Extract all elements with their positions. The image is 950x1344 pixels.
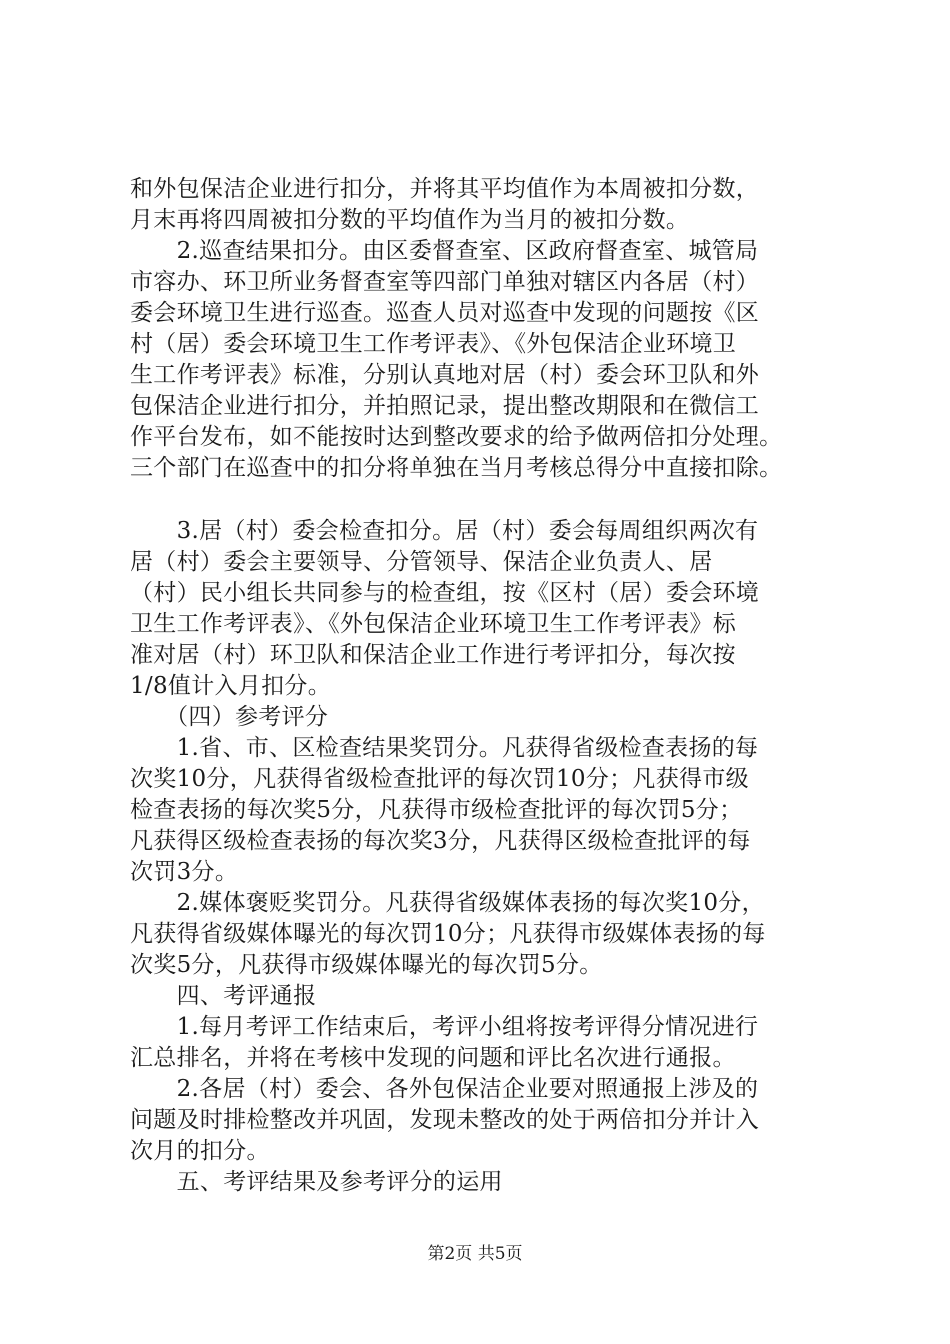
text-line: 包保洁企业进行扣分，并拍照记录，提出整改期限和在微信工 [130, 393, 760, 419]
text-line: 2.各居（村）委会、各外包保洁企业要对照通报上涉及的 [130, 1076, 759, 1102]
text-line: 居（村）委会主要领导、分管领导、保洁企业负责人、居 [130, 549, 713, 575]
text-line: 2.巡查结果扣分。由区委督查室、区政府督查室、城管局 [130, 238, 759, 264]
text-line: 市容办、环卫所业务督查室等四部门单独对辖区内各居（村） [130, 269, 760, 295]
text-line: 凡获得区级检查表扬的每次奖3分，凡获得区级检查批评的每 [130, 828, 751, 854]
section-heading: 四、考评通报 [130, 983, 317, 1009]
text-line: 检查表扬的每次奖5分，凡获得市级检查批评的每次罚5分； [130, 797, 743, 823]
text-line: 凡获得省级媒体曝光的每次罚10分；凡获得市级媒体表扬的每 [130, 921, 766, 947]
paragraph-gap [130, 484, 830, 516]
text-line: 汇总排名，并将在考核中发现的问题和评比名次进行通报。 [130, 1045, 736, 1071]
page-number-footer: 第2页 共5页 [427, 1244, 523, 1264]
text-line: 3.居（村）委会检查扣分。居（村）委会每周组织两次有 [130, 518, 759, 544]
text-line: 生工作考评表》标准，分别认真地对居（村）委会环卫队和外 [130, 362, 760, 388]
section-heading: （四）参考评分 [130, 704, 329, 730]
text-line: 村（居）委会环境卫生工作考评表》、《外包保洁企业环境卫 [130, 331, 737, 357]
text-line: 卫生工作考评表》、《外包保洁企业环境卫生工作考评表》标 [130, 611, 737, 637]
text-line: 2.媒体褒贬奖罚分。凡获得省级媒体表扬的每次奖10分， [130, 890, 765, 916]
text-line: 问题及时排检整改并巩固，发现未整改的处于两倍扣分并计入 [130, 1107, 760, 1133]
text-line: 委会环境卫生进行巡查。巡查人员对巡查中发现的问题按《区 [130, 300, 760, 326]
text-line: 1/8值计入月扣分。 [130, 673, 332, 699]
text-line: 次月的扣分。 [130, 1138, 270, 1164]
text-line: 准对居（村）环卫队和保洁企业工作进行考评扣分，每次按 [130, 642, 736, 668]
text-line: （村）民小组长共同参与的检查组，按《区村（居）委会环境 [130, 580, 760, 606]
text-line: 作平台发布，如不能按时达到整改要求的给予做两倍扣分处理。 [130, 424, 783, 450]
text-line: 三个部门在巡查中的扣分将单独在当月考核总得分中直接扣除。 [130, 455, 783, 481]
text-line: 次罚3分。 [130, 859, 239, 885]
text-line: 和外包保洁企业进行扣分，并将其平均值作为本周被扣分数， [130, 176, 760, 202]
text-line: 1.省、市、区检查结果奖罚分。凡获得省级检查表扬的每 [130, 735, 759, 761]
text-line: 月末再将四周被扣分数的平均值作为当月的被扣分数。 [130, 207, 690, 233]
text-line: 次奖10分，凡获得省级检查批评的每次罚10分；凡获得市级 [130, 766, 749, 792]
text-line: 1.每月考评工作结束后，考评小组将按考评得分情况进行 [130, 1014, 759, 1040]
text-line: 次奖5分，凡获得市级媒体曝光的每次罚5分。 [130, 952, 603, 978]
body-text [130, 174, 830, 1198]
section-heading: 五、考评结果及参考评分的运用 [130, 1169, 503, 1195]
